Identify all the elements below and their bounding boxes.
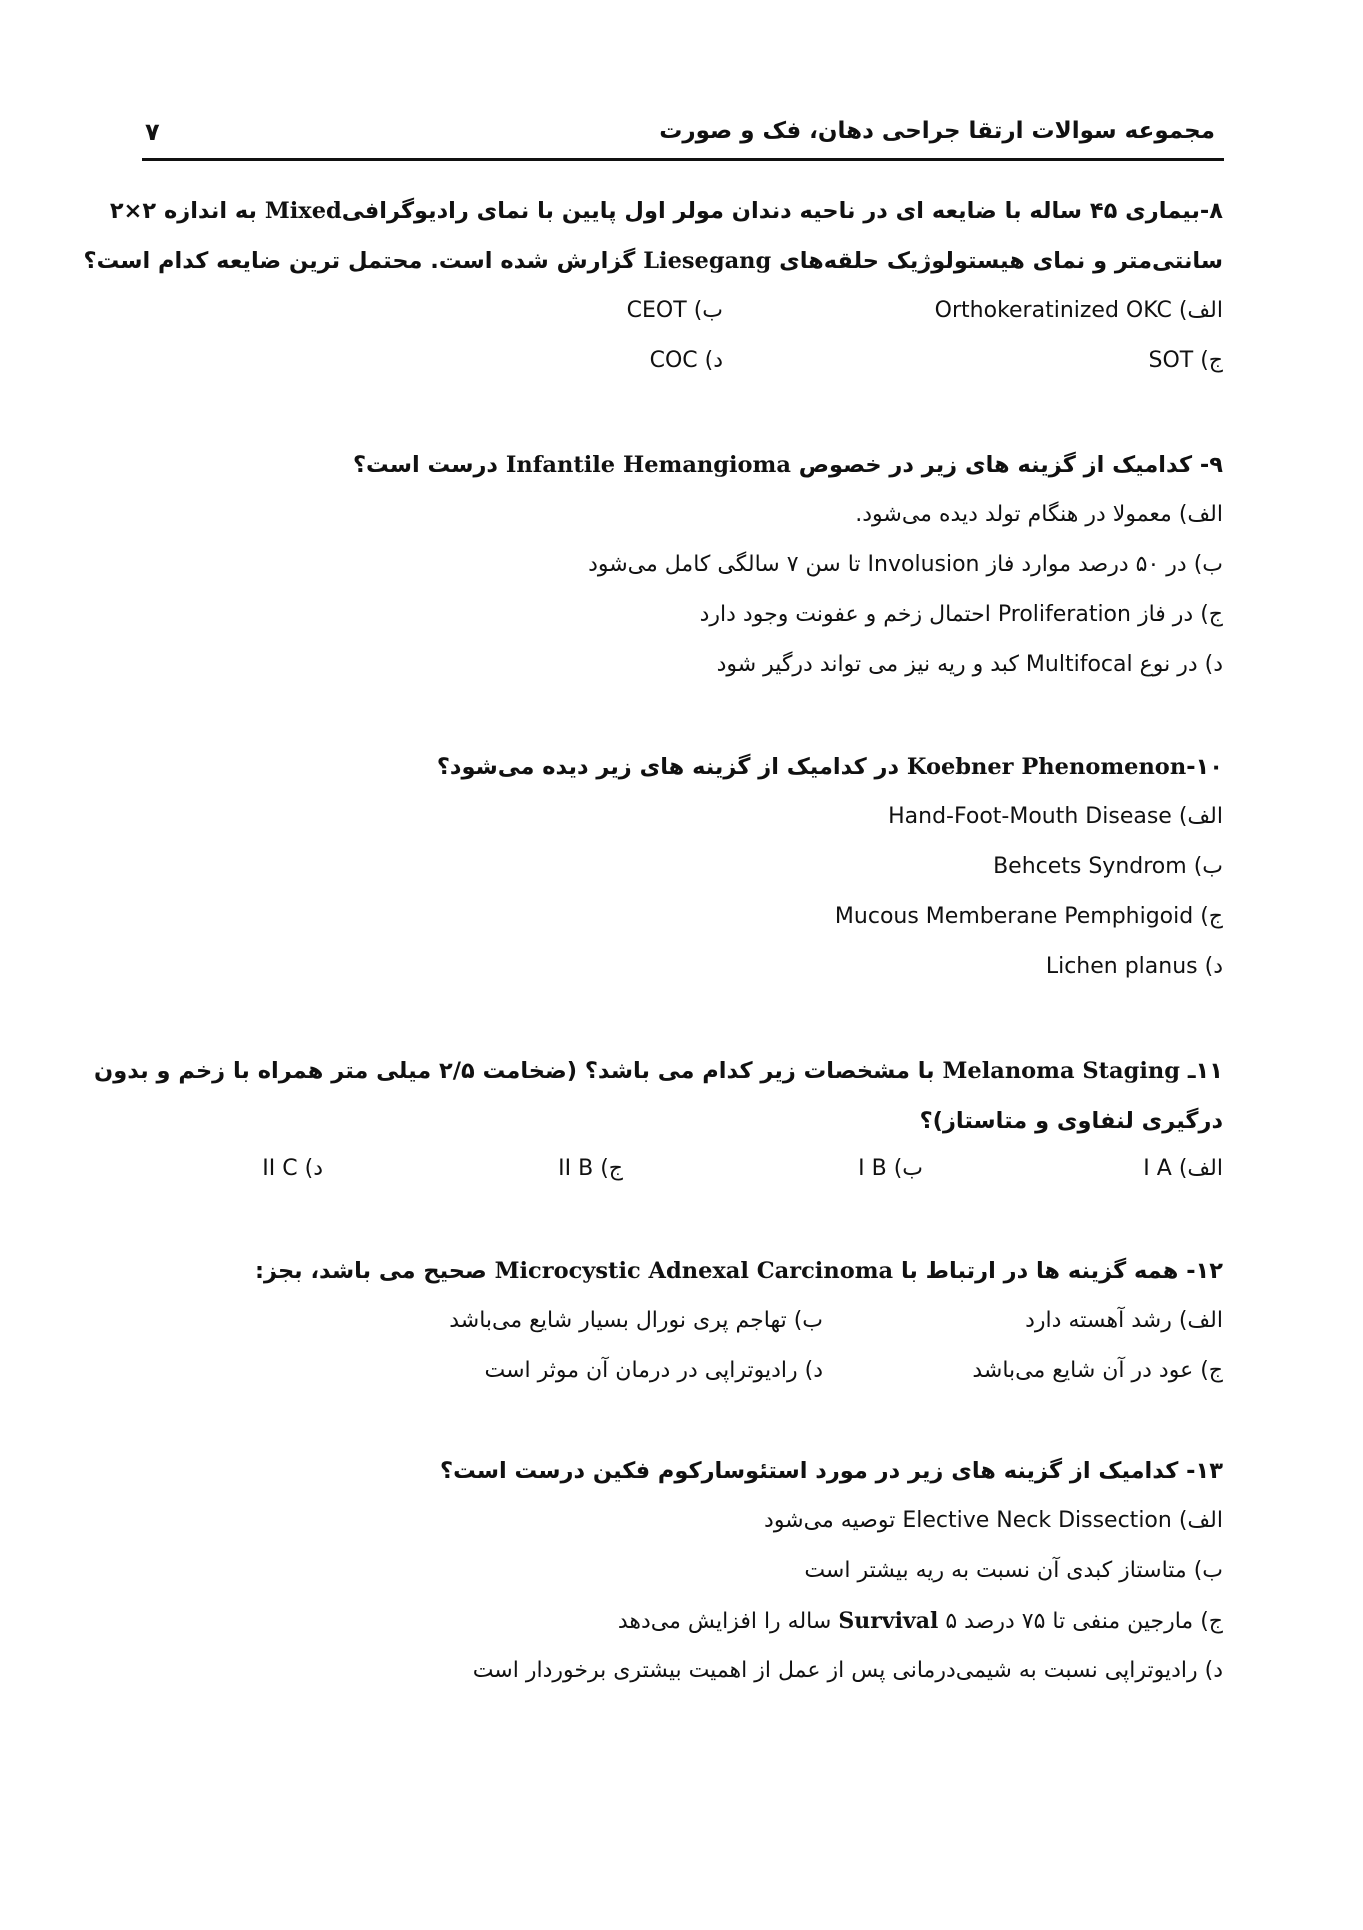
q12-stem-end: صحیح می باشد، بجز: xyxy=(254,1258,495,1284)
q12-term: Microcystic Adnexal Carcinoma xyxy=(494,1258,894,1284)
q11-term: Melanoma Staging xyxy=(942,1058,1180,1084)
q11-option-d: د) II C xyxy=(262,1156,323,1181)
q12-stem-text: ۱۲- همه گزینه ها در ارتباط با xyxy=(893,1258,1223,1284)
q13-option-d: د) رادیوتراپی نسبت به شیمی‌درمانی پس از عمل از اهمیت بیشتری برخوردار است xyxy=(472,1658,1223,1683)
q12-option-c: ج) عود در آن شایع می‌باشد xyxy=(972,1358,1223,1383)
q9-stem-end: درست است؟ xyxy=(352,452,506,478)
q9-term: Infantile Hemangioma xyxy=(505,452,791,478)
q10-stem xyxy=(437,752,1223,782)
q8-option-d: د) COC xyxy=(649,348,723,373)
q12-option-a: الف) رشد آهسته دارد xyxy=(1025,1308,1223,1333)
q8-stem-text: ۸-بیماری ۴۵ ساله با ضایعه ای در ناحیه دندان مولر اول پایین با نمای رادیوگرافی xyxy=(341,198,1223,224)
q8-stem2-text: سانتی‌متر و نمای هیستولوژیک حلقه‌های xyxy=(771,248,1223,274)
q11-option-b: ب) I B xyxy=(858,1156,923,1181)
q8-stem-end: به اندازه ۲×۲ xyxy=(109,198,265,224)
q12-option-b: ب) تهاجم پری نورال بسیار شایع می‌باشد xyxy=(449,1308,823,1333)
q8-term-mixed: Mixed xyxy=(264,198,342,224)
q13-option-b: ب) متاستاز کبدی آن نسبت به ریه بیشتر است xyxy=(804,1558,1223,1583)
q9-option-a: الف) معمولا در هنگام تولد دیده می‌شود. xyxy=(855,502,1223,527)
q9-option-d: د) در نوع Multifocal کبد و ریه نیز می تواند درگیر شود xyxy=(716,652,1223,677)
header-title: مجموعه سوالات ارتقا جراحی دهان، فک و صورت xyxy=(659,118,1215,144)
q10-number: ۱۰- xyxy=(1186,754,1223,780)
q11-option-a: الف) I A xyxy=(1143,1156,1223,1181)
q9-stem xyxy=(353,450,1223,480)
q11-number: ۱۱ـ xyxy=(1180,1058,1223,1084)
q11-stem-line1 xyxy=(94,1056,1223,1086)
q11-option-c: ج) II B xyxy=(558,1156,623,1181)
q10-option-a: الف) Hand-Foot-Mouth Disease xyxy=(888,804,1223,829)
q13-option-c xyxy=(618,1606,1223,1637)
q13-term-survival: Survival xyxy=(838,1608,939,1634)
q10-term: Koebner Phenomenon xyxy=(906,754,1187,780)
q8-term-liesegang: Liesegang xyxy=(643,248,772,274)
q12-option-d: د) رادیوتراپی در درمان آن موثر است xyxy=(484,1358,823,1383)
q10-option-d: د) Lichen planus xyxy=(1045,954,1223,979)
page-number: ۷ xyxy=(145,118,160,146)
q13-option-c-end: ۵ ساله را افزایش می‌دهد xyxy=(617,1609,958,1634)
q8-option-b: ب) CEOT xyxy=(626,298,723,323)
q13-option-c-text: ج) مارجین منفی تا ۷۵ درصد xyxy=(957,1609,1223,1634)
q8-stem2-end: گزارش شده است. محتمل ترین ضایعه کدام است؟ xyxy=(83,248,644,274)
q11-stem-end: با مشخصات زیر کدام می باشد؟ (ضخامت ۲/۵ میلی متر همراه با زخم و بدون xyxy=(94,1058,943,1084)
q9-stem-text: ۹- کدامیک از گزینه های زیر در خصوص xyxy=(790,452,1223,478)
q11-stem-line2: درگیری لنفاوی و متاستاز)؟ xyxy=(919,1108,1223,1134)
header-divider xyxy=(142,158,1224,161)
q8-stem-line2 xyxy=(84,246,1223,276)
q13-stem: ۱۳- کدامیک از گزینه های زیر در مورد استئوسارکوم فکین درست است؟ xyxy=(440,1458,1223,1484)
q12-stem xyxy=(255,1256,1223,1286)
q8-option-a: الف) Orthokeratinized OKC xyxy=(934,298,1223,323)
q9-option-b: ب) در ۵۰ درصد موارد فاز Involusion تا سن ۷ سالگی کامل می‌شود xyxy=(588,552,1223,577)
q8-option-c: ج) SOT xyxy=(1148,348,1223,373)
q9-option-c: ج) در فاز Proliferation احتمال زخم و عفونت وجود دارد xyxy=(699,602,1223,627)
q8-stem-line1 xyxy=(110,196,1223,226)
q13-option-a: الف) Elective Neck Dissection توصیه می‌شود xyxy=(764,1508,1223,1533)
q10-stem-end: در کدامیک از گزینه های زیر دیده می‌شود؟ xyxy=(436,754,907,780)
q10-option-b: ب) Behcets Syndrom xyxy=(993,854,1223,879)
q10-option-c: ج) Mucous Memberane Pemphigoid xyxy=(834,904,1223,929)
